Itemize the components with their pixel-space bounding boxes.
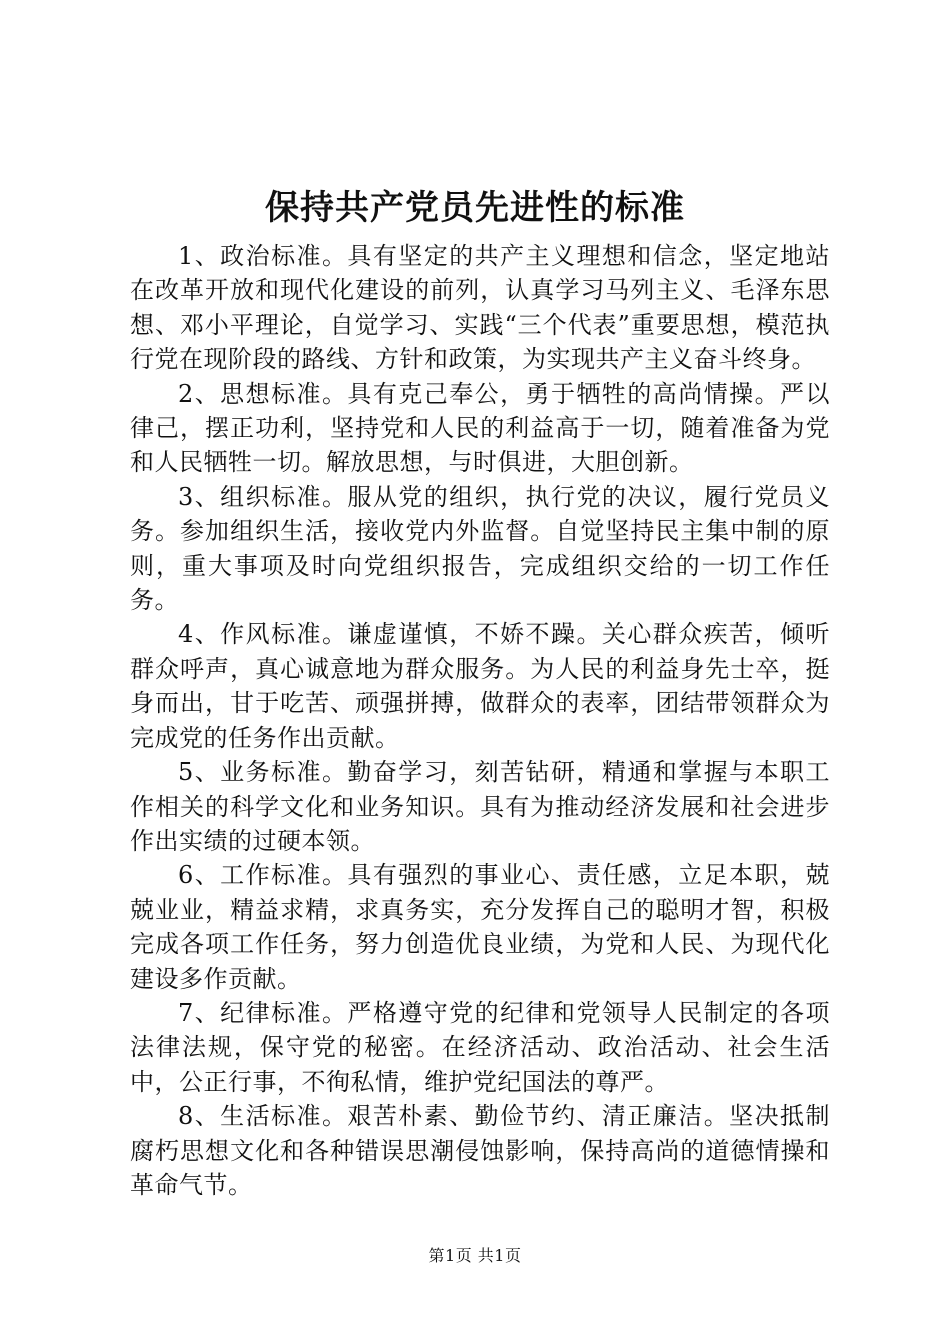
- document-title: 保持共产党员先进性的标准: [265, 188, 685, 228]
- paragraph-work-standard: 6、工作标准。具有强烈的事业心、责任感，立足本职，兢兢业业，精益求精，求真务实，充分发挥自己的聪明才智，积极完成各项工作任务，努力创造优良业绩，为党和人民、为现代化建设多作贡献。: [130, 861, 830, 993]
- paragraph-discipline-standard: 7、纪律标准。严格遵守党的纪律和党领导人民制定的各项法律法规，保守党的秘密。在经济活动、政治活动、社会生活中，公正行事，不徇私情，维护党纪国法的尊严。: [130, 998, 830, 1096]
- paragraph-lifestyle-standard: 8、生活标准。艰苦朴素、勤俭节约、清正廉洁。坚决抵制腐朽思想文化和各种错误思潮侵蚀影响，保持高尚的道德情操和革命气节。: [130, 1102, 830, 1199]
- paragraph-ideological-standard: 2、思想标准。具有克己奉公，勇于牺牲的高尚情操。严以律己，摆正功利，坚持党和人民的利益高于一切，随着准备为党和人民牺牲一切。解放思想，与时俱进，大胆创新。: [130, 379, 830, 477]
- paragraph-conduct-standard: 4、作风标准。谦虚谨慎，不娇不躁。关心群众疾苦，倾听群众呼声，真心诚意地为群众服务。为人民的利益身先士卒，挺身而出，甘于吃苦、顽强拼搏，做群众的表率，团结带领群众为完成党的任务作出贡献。: [130, 620, 830, 752]
- document-body: [130, 239, 830, 1202]
- paragraph-political-standard: 1、政治标准。具有坚定的共产主义理想和信念，坚定地站在改革开放和现代化建设的前列，认真学习马列主义、毛泽东思想、邓小平理论，自觉学习、实践“三个代表”重要思想，模范执行党在现阶段的路线、方针和政策，为实现共产主义奋斗终身。: [130, 242, 830, 374]
- paragraph-organizational-standard: 3、组织标准。服从党的组织，执行党的决议，履行党员义务。参加组织生活，接收党内外监督。自觉坚持民主集中制的原则，重大事项及时向党组织报告，完成组织交给的一切工作任务。: [130, 482, 830, 615]
- paragraph-professional-standard: 5、业务标准。勤奋学习，刻苦钻研，精通和掌握与本职工作相关的科学文化和业务知识。具有为推动经济发展和社会进步作出实绩的过硬本领。: [130, 758, 830, 855]
- page-footer: 第1页 共1页: [428, 1246, 522, 1265]
